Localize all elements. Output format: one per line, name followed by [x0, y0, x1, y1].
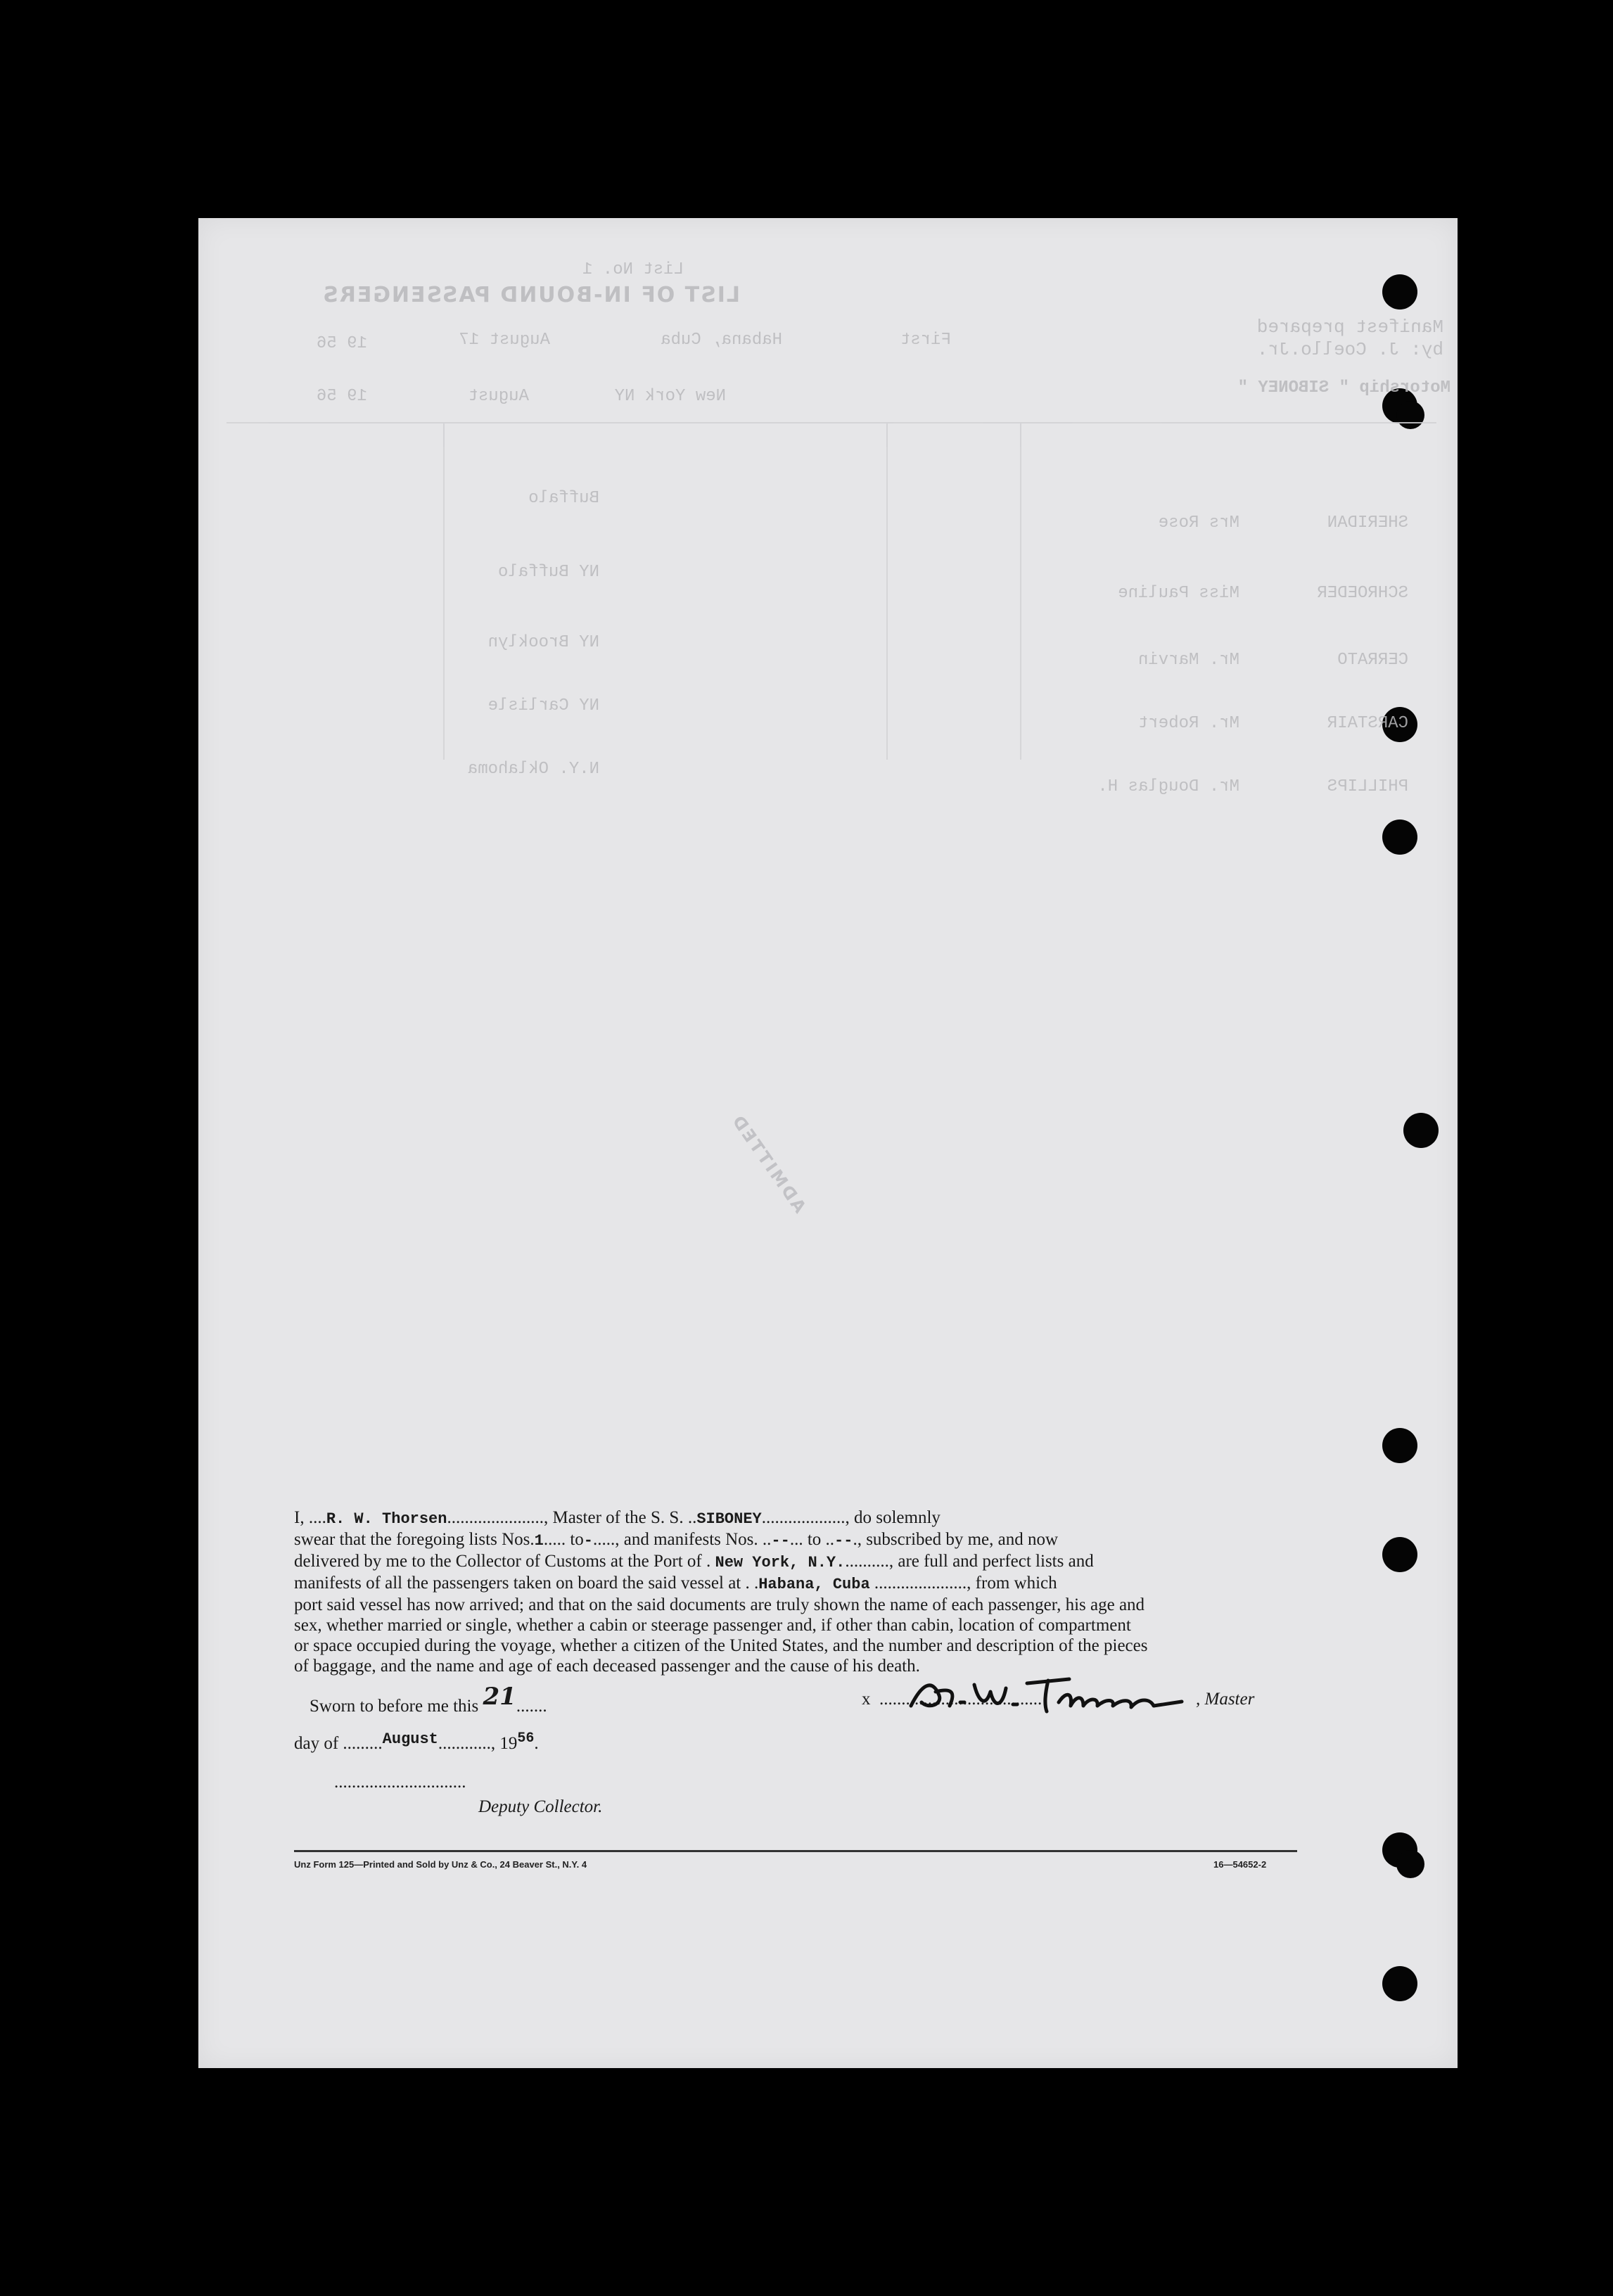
list-heading: LIST OF IN-BOUND PASSENGERS	[321, 283, 740, 307]
sworn-line: Sworn to before me this 21.......	[310, 1683, 547, 1716]
manifest-number-from: --	[771, 1532, 790, 1550]
master-name: R. W. Thorsen	[326, 1510, 447, 1528]
vessel-name: SIBONEY	[696, 1510, 762, 1528]
form-printer-note: Unz Form 125—Printed and Sold by Unz & Co., 24 Beaver St., N.Y. 4	[294, 1859, 587, 1870]
sailing-date: August 17	[459, 331, 550, 350]
arrival-port: New York, N.Y.	[715, 1554, 846, 1571]
list-number-label: List No. 1	[582, 260, 684, 279]
sworn-month: August	[382, 1730, 438, 1748]
master-signature	[907, 1671, 1203, 1720]
oath-line-6: sex, whether married or single, whether a cabin or steerage passenger and, if other than cabin, location of compartment	[294, 1616, 1131, 1635]
arriving-port: New York NY	[614, 387, 726, 406]
oath-line-4: manifests of all the passengers taken on board the said vessel at . .Habana, Cuba ....................., from which	[294, 1574, 1057, 1593]
binder-hole	[1396, 1850, 1424, 1878]
sailing-year: 19 56	[316, 334, 367, 353]
oath-line-2: swear that the foregoing lists Nos.1..... to-....., and manifests Nos. ..--... to ..--., subscribed by me, and now	[294, 1530, 1059, 1550]
departure-port: Habana, Cuba	[758, 1576, 870, 1593]
oath-line-7: or space occupied during the voyage, whether a citizen of the United States, and the number and description of the pieces	[294, 1636, 1148, 1655]
binder-hole	[1382, 1966, 1417, 2001]
oath-line-8: of baggage, and the name and age of each deceased passenger and the cause of his death.	[294, 1657, 920, 1676]
oath-line-1: I, ....R. W. Thorsen......................, Master of the S. S. ..SIBONEY..................., do solemnly	[294, 1508, 941, 1528]
vessel-line: Motorship " SIBONEY "	[1237, 378, 1451, 397]
passenger-given-name: Miss Pauline	[1118, 584, 1239, 603]
form-code: 16—54652-2	[1213, 1859, 1267, 1870]
arriving-year: 19 56	[316, 387, 367, 406]
master-oath-paragraph	[294, 1507, 1301, 1676]
class-label: First	[900, 331, 951, 350]
master-x-mark: x	[862, 1690, 871, 1709]
deputy-collector-signature-line: ..............................	[334, 1773, 466, 1792]
master-label: , Master	[1196, 1690, 1255, 1709]
passenger-residence: NY Carlisle	[487, 696, 599, 715]
passenger-surname: CARSTAIR	[1327, 714, 1408, 733]
passenger-residence: NY Buffalo	[497, 563, 599, 582]
day-of-line: day of .........August............, $19^{56}$.	[294, 1730, 539, 1753]
passenger-residence: NY Brooklyn	[487, 633, 599, 652]
sworn-day: 21	[483, 1683, 516, 1711]
manifest-prepared-line1: Manifest prepared	[1256, 317, 1443, 338]
reverse-side-bleed-through	[198, 218, 1458, 796]
sworn-year: 56	[517, 1730, 535, 1747]
passenger-given-name: Mr. Robert	[1137, 714, 1239, 733]
passenger-given-name: Mrs Rose	[1158, 514, 1239, 532]
footer-rule	[294, 1850, 1297, 1852]
passenger-given-name: Mr. Douglas H.	[1097, 777, 1239, 796]
manifest-prepared-line2: by: J. Coello.Jr.	[1256, 339, 1443, 360]
passenger-surname: SHERIDAN	[1327, 514, 1408, 532]
passenger-given-name: Mr. Marvin	[1137, 651, 1239, 670]
oath-line-3: delivered by me to the Collector of Customs at the Port of . New York, N.Y..........., are full and perfect lists and	[294, 1552, 1094, 1571]
admitted-stamp: ADMITTED	[727, 1110, 810, 1217]
binder-hole	[1382, 1537, 1417, 1572]
list-number-from: 1	[534, 1532, 544, 1550]
list-number-to: -	[583, 1532, 593, 1550]
passenger-surname: PHILLIPS	[1327, 777, 1408, 796]
oath-line-5: port said vessel has now arrived; and that on the said documents are truly shown the name of each passenger, his age and	[294, 1595, 1145, 1614]
deputy-collector-label: Deputy Collector.	[478, 1797, 603, 1816]
passenger-surname: CERRATO	[1337, 651, 1408, 670]
manifest-number-to: --	[834, 1532, 853, 1550]
binder-hole	[1403, 1113, 1439, 1148]
master-signature-dots: .....................................	[879, 1690, 1043, 1709]
binder-hole	[1382, 1428, 1417, 1463]
from-port: Habana, Cuba	[661, 331, 782, 350]
passenger-surname: SCHROEDER	[1317, 584, 1408, 603]
passenger-residence: N.Y. Oklahoma	[467, 760, 599, 779]
binder-hole	[1382, 819, 1417, 855]
arriving-month: August	[468, 387, 529, 406]
passenger-residence: Buffalo	[528, 489, 599, 508]
